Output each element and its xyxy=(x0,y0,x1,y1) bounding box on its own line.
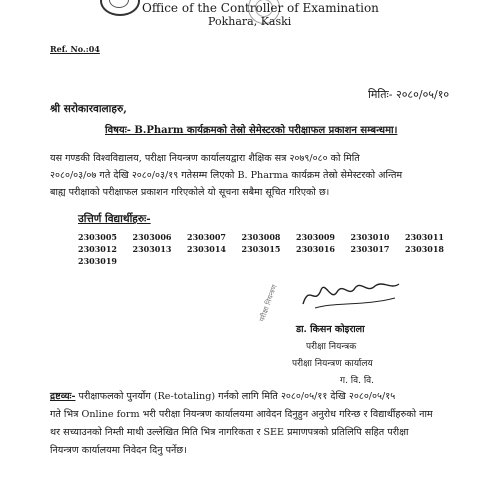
signer-title: परीक्षा नियन्त्रक xyxy=(306,342,357,352)
body-line: यस गण्डकी विश्वविद्यालय, परीक्षा नियन्त्रण कार्यालयद्वारा शैक्षिक सत्र २०७९/०८० को मिति xyxy=(50,153,360,164)
roll-number: 2303011 xyxy=(405,232,444,242)
passed-students-heading: उत्तिर्ण विद्यार्थीहरुः- xyxy=(78,213,151,225)
subject-line: विषयः- B.Pharm कार्यक्रमको तेस्रो सेमेस्टरको परीक्षाफल प्रकाशन सम्बन्धमा। xyxy=(105,125,398,136)
roll-number: 2303015 xyxy=(241,244,281,254)
notice-body xyxy=(50,150,460,201)
signer-university: ग. वि. वि. xyxy=(340,376,375,386)
note-line: नियन्त्रण कार्यालयमा निवेदन दिनु पर्नेछ। xyxy=(50,445,187,456)
note-text: परीक्षाफलको पुनर्योग (Re-totaling) गर्नको लागि मिति २०८०/०५/११ देखि २०८०/०५/१५ xyxy=(78,391,396,402)
note-line: गते भित्र Online form भरी परीक्षा नियन्त्रण कार्यालयमा आवेदन दिनुहुन अनुरोध गरिन्छ र विद्यार्थीहरुको नाम xyxy=(50,409,433,420)
office-name: Office of the Controller of Examination xyxy=(142,1,379,15)
round-stamp: परीक्षा नियन्त्रण xyxy=(258,283,279,323)
roll-number: 2303019 xyxy=(78,256,117,266)
note-section xyxy=(50,388,470,460)
roll-number: 2303008 xyxy=(241,232,281,242)
roll-number: 2303013 xyxy=(132,244,172,254)
reference-number: Ref. No.:04 xyxy=(50,44,100,54)
salutation: श्री सरोकारवालाहरु, xyxy=(50,103,127,115)
handwritten-signature xyxy=(295,276,405,316)
note-line: थर सच्याउनको निम्ती माथी उल्लेखित मिति भित्र नागरिकता र SEE प्रमाणपत्रको प्रतिलिपि सहित परीक्षा xyxy=(50,427,409,438)
body-line: २०८०/०३/०७ गते देखि २०८०/०३/१९ गतेसम्म लिएको B. Pharma कार्यक्रम तेस्रो सेमेस्टरको अन्तिम xyxy=(50,170,403,181)
university-logo xyxy=(100,0,140,16)
roll-number: 2303012 xyxy=(78,244,117,254)
note-label: द्रष्टव्यः- xyxy=(50,391,76,402)
roll-number: 2303017 xyxy=(350,244,390,254)
office-location: Pokhara, Kaski xyxy=(208,15,292,28)
roll-number: 2303010 xyxy=(350,232,390,242)
roll-number: 2303005 xyxy=(78,232,117,242)
signer-office: परीक्षा नियन्त्रण कार्यालय xyxy=(292,359,373,369)
note-line xyxy=(50,388,470,406)
roll-number: 2303006 xyxy=(132,232,172,242)
roll-number: 2303018 xyxy=(405,244,444,254)
roll-number-list xyxy=(78,232,460,266)
roll-number: 2303007 xyxy=(187,232,226,242)
body-line: बाह्य परीक्षाको परीक्षाफल प्रकाशन गरिएकोले यो सूचना सबैमा सूचित गरिएको छ। xyxy=(50,187,330,198)
roll-number: 2303014 xyxy=(187,244,226,254)
signer-name: डा. किसन कोइराला xyxy=(296,324,365,335)
roll-number: 2303009 xyxy=(296,232,335,242)
roll-number: 2303016 xyxy=(296,244,335,254)
date-line: मितिः- २०८०/०५/१० xyxy=(368,88,450,101)
